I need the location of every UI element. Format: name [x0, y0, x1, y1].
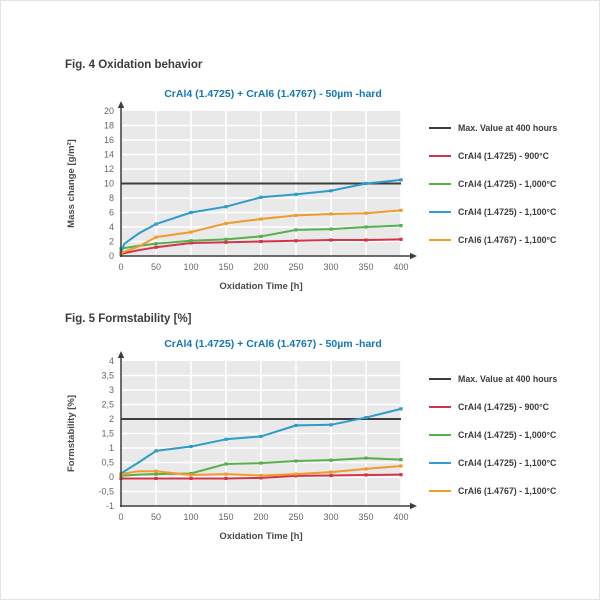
legend-swatch-green	[429, 434, 451, 436]
legend-swatch-blue	[429, 462, 451, 464]
series-marker-blue	[399, 407, 402, 410]
series-marker-orange	[224, 222, 227, 225]
x-tick-label: 300	[323, 262, 339, 272]
series-marker-green	[399, 224, 402, 227]
series-marker-green	[154, 473, 157, 476]
legend-label: CrAl4 (1.4725) - 1,100°C	[458, 207, 557, 217]
series-marker-blue	[364, 182, 367, 185]
fig5-chart-title: CrAl4 (1.4725) + CrAl6 (1.4767) - 50µm -hard	[164, 338, 382, 350]
y-tick-label: 1,5	[101, 428, 114, 439]
legend-item	[429, 421, 579, 449]
y-tick-label: 0	[108, 251, 114, 261]
x-tick-label: 350	[358, 262, 374, 272]
series-marker-orange	[329, 212, 332, 215]
series-marker-red	[154, 477, 157, 480]
series-marker-orange	[154, 236, 157, 239]
series-marker-orange	[399, 464, 402, 467]
x-tick-label: 350	[358, 512, 374, 522]
y-tick-label: 4	[108, 222, 114, 232]
series-marker-green	[224, 238, 227, 241]
legend-item	[429, 477, 579, 505]
x-tick-label: 400	[393, 512, 409, 522]
series-marker-blue	[329, 189, 332, 192]
series-marker-green	[294, 228, 297, 231]
y-tick-label: -0,5	[98, 486, 114, 497]
legend-swatch-red	[429, 406, 451, 408]
series-marker-red	[364, 473, 367, 476]
series-marker-green	[399, 458, 402, 461]
y-axis-arrow-icon	[118, 351, 124, 358]
series-marker-orange	[259, 474, 262, 477]
series-marker-orange	[154, 470, 157, 473]
series-marker-red	[364, 238, 367, 241]
y-tick-label: 8	[108, 193, 114, 203]
x-tick-label: 400	[393, 262, 409, 272]
formstability-chart	[61, 351, 421, 551]
fig4-caption: Fig. 4 Oxidation behavior	[65, 59, 203, 71]
y-axis-arrow-icon	[118, 101, 124, 108]
legend-swatch-orange	[429, 490, 451, 492]
legend-label: Max. Value at 400 hours	[458, 123, 558, 133]
series-marker-green	[329, 459, 332, 462]
y-tick-label: -1	[105, 501, 114, 511]
series-marker-orange	[399, 209, 402, 212]
legend-label: CrAl4 (1.4725) - 900°C	[458, 151, 550, 161]
series-marker-green	[294, 459, 297, 462]
x-tick-label: 300	[323, 512, 339, 522]
y-tick-label: 0	[108, 472, 114, 482]
y-tick-label: 3,5	[101, 370, 114, 381]
series-marker-orange	[364, 212, 367, 215]
series-marker-red	[399, 238, 402, 241]
x-tick-label: 50	[150, 262, 162, 272]
legend-item	[429, 226, 579, 254]
legend-swatch-red	[429, 155, 451, 157]
y-axis-title: Formstability [%]	[66, 394, 77, 473]
series-marker-red	[259, 240, 262, 243]
x-tick-label: 0	[118, 512, 124, 522]
legend-item	[429, 142, 579, 170]
series-marker-red	[224, 477, 227, 480]
y-tick-label: 2	[108, 236, 114, 247]
legend-item	[429, 365, 579, 393]
x-tick-label: 0	[118, 262, 124, 272]
series-marker-orange	[294, 214, 297, 217]
legend-label: CrAl4 (1.4725) - 1,000°C	[458, 179, 557, 189]
x-tick-label: 150	[218, 512, 234, 522]
y-tick-label: 6	[108, 207, 114, 218]
y-tick-label: 20	[103, 106, 114, 116]
x-tick-label: 100	[183, 512, 199, 522]
series-marker-green	[154, 242, 157, 245]
series-marker-orange	[189, 230, 192, 233]
legend-item	[429, 198, 579, 226]
series-marker-blue	[294, 424, 297, 427]
series-marker-green	[364, 225, 367, 228]
series-marker-blue	[399, 178, 402, 181]
series-marker-red	[329, 474, 332, 477]
series-marker-green	[259, 235, 262, 238]
legend-label: CrAl4 (1.4725) - 1,000°C	[458, 430, 557, 440]
legend-label: CrAl6 (1.4767) - 1,100°C	[458, 235, 557, 245]
series-marker-blue	[224, 205, 227, 208]
series-marker-red	[154, 246, 157, 249]
legend-label: CrAl4 (1.4725) - 900°C	[458, 402, 550, 412]
series-marker-blue	[259, 196, 262, 199]
series-marker-red	[399, 473, 402, 476]
legend-swatch-max-line	[429, 378, 451, 380]
x-tick-label: 250	[288, 512, 304, 522]
series-marker-blue	[294, 193, 297, 196]
x-tick-label: 100	[183, 262, 199, 272]
y-tick-label: 2,5	[101, 399, 114, 410]
series-marker-red	[189, 477, 192, 480]
x-tick-label: 200	[253, 512, 269, 522]
legend-label: CrAl6 (1.4767) - 1,100°C	[458, 486, 557, 496]
x-axis-title: Oxidation Time [h]	[219, 531, 303, 542]
series-marker-blue	[329, 423, 332, 426]
legend-item	[429, 114, 579, 142]
y-tick-label: 16	[103, 135, 114, 145]
legend-swatch-green	[429, 183, 451, 185]
y-tick-label: 1	[108, 443, 114, 453]
fig4-legend	[429, 114, 579, 254]
series-marker-blue	[154, 449, 157, 452]
series-marker-orange	[259, 217, 262, 220]
x-tick-label: 150	[218, 262, 234, 272]
y-axis-title: Mass change [g/m²]	[66, 139, 77, 228]
series-marker-green	[189, 239, 192, 242]
legend-swatch-orange	[429, 239, 451, 241]
series-marker-blue	[364, 416, 367, 419]
series-marker-orange	[329, 470, 332, 473]
x-tick-label: 200	[253, 262, 269, 272]
series-marker-orange	[364, 467, 367, 470]
legend-swatch-max-line	[429, 127, 451, 129]
series-marker-orange	[224, 473, 227, 476]
x-axis-arrow-icon	[410, 253, 417, 259]
y-tick-label: 12	[103, 164, 114, 174]
legend-label: Max. Value at 400 hours	[458, 374, 558, 384]
legend-label: CrAl4 (1.4725) - 1,100°C	[458, 458, 557, 468]
y-tick-label: 10	[103, 178, 114, 189]
legend-item	[429, 170, 579, 198]
series-marker-blue	[189, 211, 192, 214]
series-marker-blue	[259, 435, 262, 438]
x-tick-label: 50	[150, 512, 162, 522]
x-tick-label: 250	[288, 262, 304, 272]
x-axis-title: Oxidation Time [h]	[219, 281, 303, 292]
oxidation-behavior-chart	[61, 101, 421, 301]
y-tick-label: 3	[108, 385, 114, 395]
legend-item	[429, 393, 579, 421]
y-tick-label: 2	[108, 414, 114, 424]
series-marker-green	[224, 462, 227, 465]
y-tick-label: 0,5	[101, 457, 114, 468]
series-marker-red	[329, 238, 332, 241]
series-marker-green	[364, 457, 367, 460]
x-axis-arrow-icon	[410, 503, 417, 509]
y-tick-label: 14	[103, 149, 114, 160]
series-marker-orange	[189, 473, 192, 476]
series-marker-orange	[294, 473, 297, 476]
y-tick-label: 4	[108, 356, 114, 366]
fig5-caption: Fig. 5 Formstability [%]	[65, 313, 192, 325]
series-marker-blue	[189, 445, 192, 448]
series-marker-blue	[154, 223, 157, 226]
legend-item	[429, 449, 579, 477]
fig5-legend	[429, 365, 579, 505]
series-marker-red	[224, 241, 227, 244]
legend-swatch-blue	[429, 211, 451, 213]
series-marker-blue	[224, 438, 227, 441]
series-marker-red	[294, 239, 297, 242]
series-marker-green	[329, 228, 332, 231]
series-marker-green	[259, 461, 262, 464]
y-tick-label: 18	[103, 120, 114, 131]
fig4-chart-title: CrAl4 (1.4725) + CrAl6 (1.4767) - 50µm -hard	[164, 88, 382, 100]
